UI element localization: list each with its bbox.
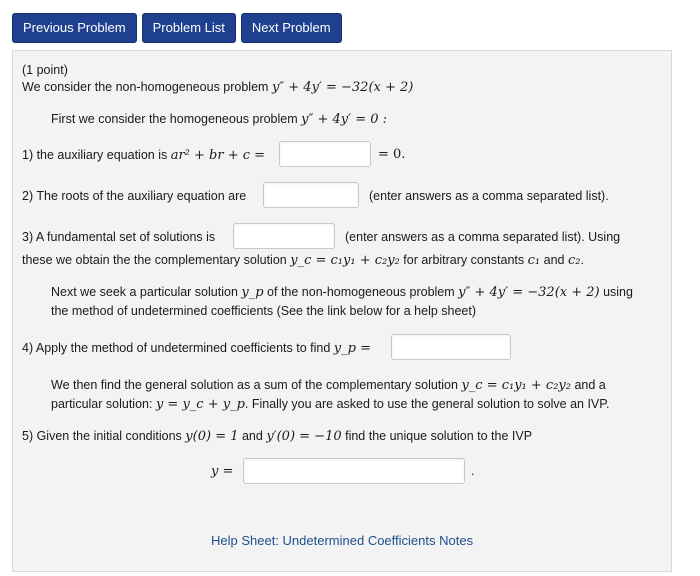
q1-expression: ar² + br + c = [170,148,266,163]
particular-yp: y_p [241,285,264,300]
general-text-b: and a [574,378,606,392]
problem-panel [12,50,672,572]
next-problem-button[interactable]: Next Problem [241,13,342,43]
q4-expression: y_p = [333,341,371,356]
problem-intro [22,80,413,95]
general-line2-text-a: particular solution: [51,397,153,411]
general-line2 [51,397,609,412]
complementary-solution-eq: y_c = c₁y₁ + c₂y₂ [290,253,400,268]
particular-solution-input[interactable] [391,334,511,360]
intro-equation: y″ + 4y′ = −32(x + 2) [271,80,414,95]
general-intro [51,378,606,393]
constant-c1: c₁ [527,253,541,268]
constant-c2: c₂ [567,253,581,268]
homog-text: First we consider the homogeneous problem [51,112,298,126]
general-complementary-eq: y_c = c₁y₁ + c₂y₂ [461,378,571,393]
q1-label [22,148,265,163]
q2-suffix: (enter answers as a comma separated list). [369,189,609,203]
particular-text-c: using [603,285,633,299]
problem-points: (1 point) [22,63,68,77]
q3-line2-and: and [543,253,565,267]
previous-problem-button[interactable]: Previous Problem [12,13,137,43]
initial-condition-2: y′(0) = −10 [266,429,342,444]
problem-list-button[interactable]: Problem List [142,13,236,43]
q4-label [22,341,371,356]
q5-label [22,429,532,444]
q2-label: 2) The roots of the auxiliary equation are [22,189,247,203]
q3-suffix: (enter answers as a comma separated list). Using [345,230,621,244]
auxiliary-equation-input[interactable] [279,141,371,167]
problem-nav [12,13,342,43]
q3-label: 3) A fundamental set of solutions is [22,230,216,244]
homog-equation: y″ + 4y′ = 0 : [301,112,388,127]
general-solution-eq: y = y_c + y_p [155,397,245,412]
q5-expression: y = [211,464,234,479]
q5-text-a: 5) Given the initial conditions [22,429,182,443]
intro-text: We consider the non-homogeneous problem [22,80,269,94]
help-sheet-link[interactable]: Help Sheet: Undetermined Coefficients Notes [211,533,474,548]
q3-line2: these we obtain the the complementary solution y_c = c₁y₁ + c₂y₂ for arbitrary constants c₁ and c₂. [22,253,584,268]
q5-and: and [241,429,263,443]
ivp-solution-input[interactable] [243,458,465,484]
particular-text-b: of the non-homogeneous problem [267,285,455,299]
q3-line2-text-b: for arbitrary constants [403,253,525,267]
q1-suffix: = 0. [378,147,406,162]
particular-intro [51,285,633,300]
particular-text-a: Next we seek a particular solution [51,285,238,299]
q3-line2-text-a: these we obtain the the complementary solution [22,253,287,267]
general-line2-text-b: . Finally you are asked to use the general solution to solve an IVP. [244,397,610,411]
particular-equation: y″ + 4y′ = −32(x + 2) [458,285,600,300]
q5-text-b: find the unique solution to the IVP [345,429,533,443]
q4-text: 4) Apply the method of undetermined coefficients to find [22,341,331,355]
homogeneous-intro [51,112,387,127]
particular-line2: the method of undetermined coefficients (See the link below for a help sheet) [51,304,477,318]
roots-input[interactable] [263,182,359,208]
general-text-a: We then find the general solution as a sum of the complementary solution [51,378,458,392]
initial-condition-1: y(0) = 1 [185,429,239,444]
q5-suffix: . [471,464,475,478]
q1-text: 1) the auxiliary equation is [22,148,168,162]
fundamental-set-input[interactable] [233,223,335,249]
